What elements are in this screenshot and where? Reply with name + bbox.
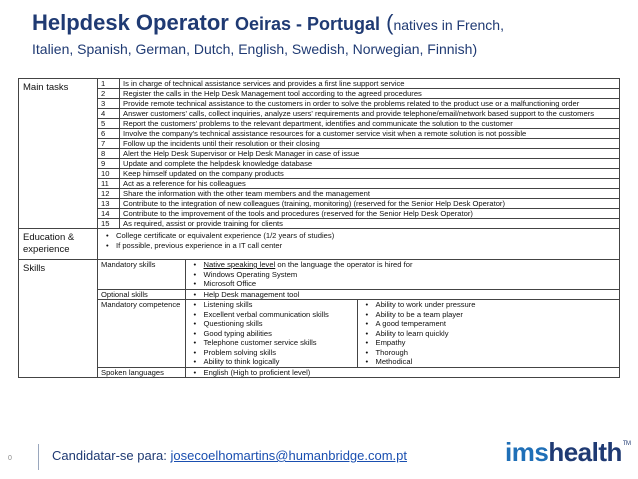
competence-list-1 — [188, 300, 355, 367]
task-text: Update and complete the helpdesk knowledge database — [120, 159, 620, 169]
logo-health: health — [548, 437, 622, 467]
list-item: • Questioning skills — [204, 319, 355, 329]
list-item: • Ability to learn quickly — [376, 329, 618, 339]
skills-row — [19, 260, 620, 378]
list-item — [204, 260, 618, 270]
page-title — [32, 10, 632, 58]
education-row — [19, 229, 620, 260]
imshealth-logo — [505, 437, 630, 468]
task-row — [98, 139, 619, 149]
apply-email-link[interactable]: josecoelhomartins@humanbridge.com.pt — [170, 448, 408, 463]
list-item: • English (High to proficient level) — [204, 368, 618, 378]
task-row — [98, 109, 619, 119]
list-item: • Thorough — [376, 348, 618, 358]
list-item: • Ability to work under pressure — [376, 300, 618, 310]
task-number: 7 — [98, 139, 120, 149]
skills-table — [98, 260, 619, 377]
task-text: Provide remote technical assistance to the customers in order to solve the problems related to the product use or a malfunctioning order — [120, 99, 620, 109]
task-number: 5 — [98, 119, 120, 129]
task-text: Keep himself updated on the company products — [120, 169, 620, 179]
list-item: • Methodical — [376, 357, 618, 367]
task-text: Share the information with the other team members and the management — [120, 189, 620, 199]
job-description-table — [18, 78, 620, 378]
list-item: • Help Desk management tool — [204, 290, 618, 300]
task-row — [98, 199, 619, 209]
task-number: 12 — [98, 189, 120, 199]
competence-list-2 — [360, 300, 618, 367]
title-paren: ( — [386, 10, 394, 35]
list-item: • If possible, previous experience in a IT call center — [116, 241, 617, 251]
task-text: As required, assist or provide training for clients — [120, 219, 620, 229]
task-row — [98, 189, 619, 199]
list-item: • Microsoft Office — [204, 279, 618, 289]
task-row — [98, 79, 619, 89]
competence-label: Mandatory competence — [98, 300, 185, 368]
list-item: • Ability to think logically — [204, 357, 355, 367]
task-text: Alert the Help Desk Supervisor or Help Desk Manager in case of issue — [120, 149, 620, 159]
main-tasks-row — [19, 79, 620, 229]
mandatory-skills-list — [188, 260, 618, 289]
task-row — [98, 89, 619, 99]
job-location: Oeiras - Portugal — [234, 14, 381, 34]
logo-ims: ims — [505, 437, 549, 467]
apply-label: Candidatar-se para: — [52, 448, 167, 463]
task-text: Contribute to the integration of new colleagues (training, monitoring) (reserved for the Senior Help Desk Operator) — [120, 199, 620, 209]
list-item: • Empathy — [376, 338, 618, 348]
task-number: 2 — [98, 89, 120, 99]
education-label: Education & experience — [19, 229, 98, 260]
natives-text: natives in French, — [393, 17, 504, 33]
list-item: • Good typing abilities — [204, 329, 355, 339]
task-number: 11 — [98, 179, 120, 189]
task-number: 8 — [98, 149, 120, 159]
task-number: 4 — [98, 109, 120, 119]
task-row — [98, 169, 619, 179]
task-number: 13 — [98, 199, 120, 209]
task-text: Answer customers' calls, collect inquiries, analyze users' requirements and provide telephone/email/network based support to the customers — [120, 109, 620, 119]
task-row — [98, 209, 619, 219]
list-item: • Ability to be a team player — [376, 310, 618, 320]
native-level-suffix: on the language the operator is hired for — [275, 260, 413, 269]
footer-divider — [38, 444, 39, 470]
task-number: 3 — [98, 99, 120, 109]
main-tasks-label: Main tasks — [19, 79, 98, 229]
mandatory-skills-row — [98, 260, 619, 289]
optional-skills-row — [98, 289, 619, 300]
task-number: 15 — [98, 219, 120, 229]
task-text: Is in charge of technical assistance services and provides a first line support service — [120, 79, 620, 89]
task-number: 6 — [98, 129, 120, 139]
task-row — [98, 129, 619, 139]
optional-skills-list — [188, 290, 618, 300]
list-item: • Windows Operating System — [204, 270, 618, 280]
skills-label: Skills — [19, 260, 98, 378]
list-item: • Excellent verbal communication skills — [204, 310, 355, 320]
list-item: • Listening skills — [204, 300, 355, 310]
task-number: 9 — [98, 159, 120, 169]
task-text: Act as a reference for his colleagues — [120, 179, 620, 189]
task-text: Follow up the incidents until their resolution or their closing — [120, 139, 620, 149]
list-item: • Telephone customer service skills — [204, 338, 355, 348]
list-item: • Problem solving skills — [204, 348, 355, 358]
task-number: 14 — [98, 209, 120, 219]
task-text: Contribute to the improvement of the tools and procedures (reserved for the Senior Help Desk Operator) — [120, 209, 620, 219]
logo-tm: TM — [622, 441, 631, 447]
task-row — [98, 179, 619, 189]
spoken-languages-list — [188, 368, 618, 378]
task-text: Report the customers' problems to the relevant department, identifies and communicate the solution to the customer — [120, 119, 620, 129]
spoken-languages-row — [98, 367, 619, 377]
list-item: • A good temperament — [376, 319, 618, 329]
mandatory-skills-label: Mandatory skills — [98, 260, 185, 289]
education-list — [100, 231, 617, 250]
optional-skills-label: Optional skills — [98, 289, 185, 300]
task-number: 10 — [98, 169, 120, 179]
tasks-list — [98, 79, 619, 228]
competence-row — [98, 300, 619, 368]
task-row — [98, 159, 619, 169]
task-text: Involve the company's technical assistance resources for a customer service visit when a remote solution is not possible — [120, 129, 620, 139]
task-text: Register the calls in the Help Desk Management tool according to the agreed procedures — [120, 89, 620, 99]
spoken-languages-label: Spoken languages — [98, 367, 185, 377]
page-number: 0 — [8, 455, 12, 462]
languages-line: Italien, Spanish, German, Dutch, English, Swedish, Norwegian, Finnish) — [32, 41, 478, 57]
task-row — [98, 99, 619, 109]
task-row — [98, 219, 619, 229]
task-row — [98, 149, 619, 159]
list-item: • College certificate or equivalent experience (1/2 years of studies) — [116, 231, 617, 241]
job-title: Helpdesk Operator — [32, 10, 229, 35]
task-number: 1 — [98, 79, 120, 89]
footer-apply — [52, 448, 407, 463]
native-level-text: Native speaking level — [203, 260, 276, 269]
task-row — [98, 119, 619, 129]
